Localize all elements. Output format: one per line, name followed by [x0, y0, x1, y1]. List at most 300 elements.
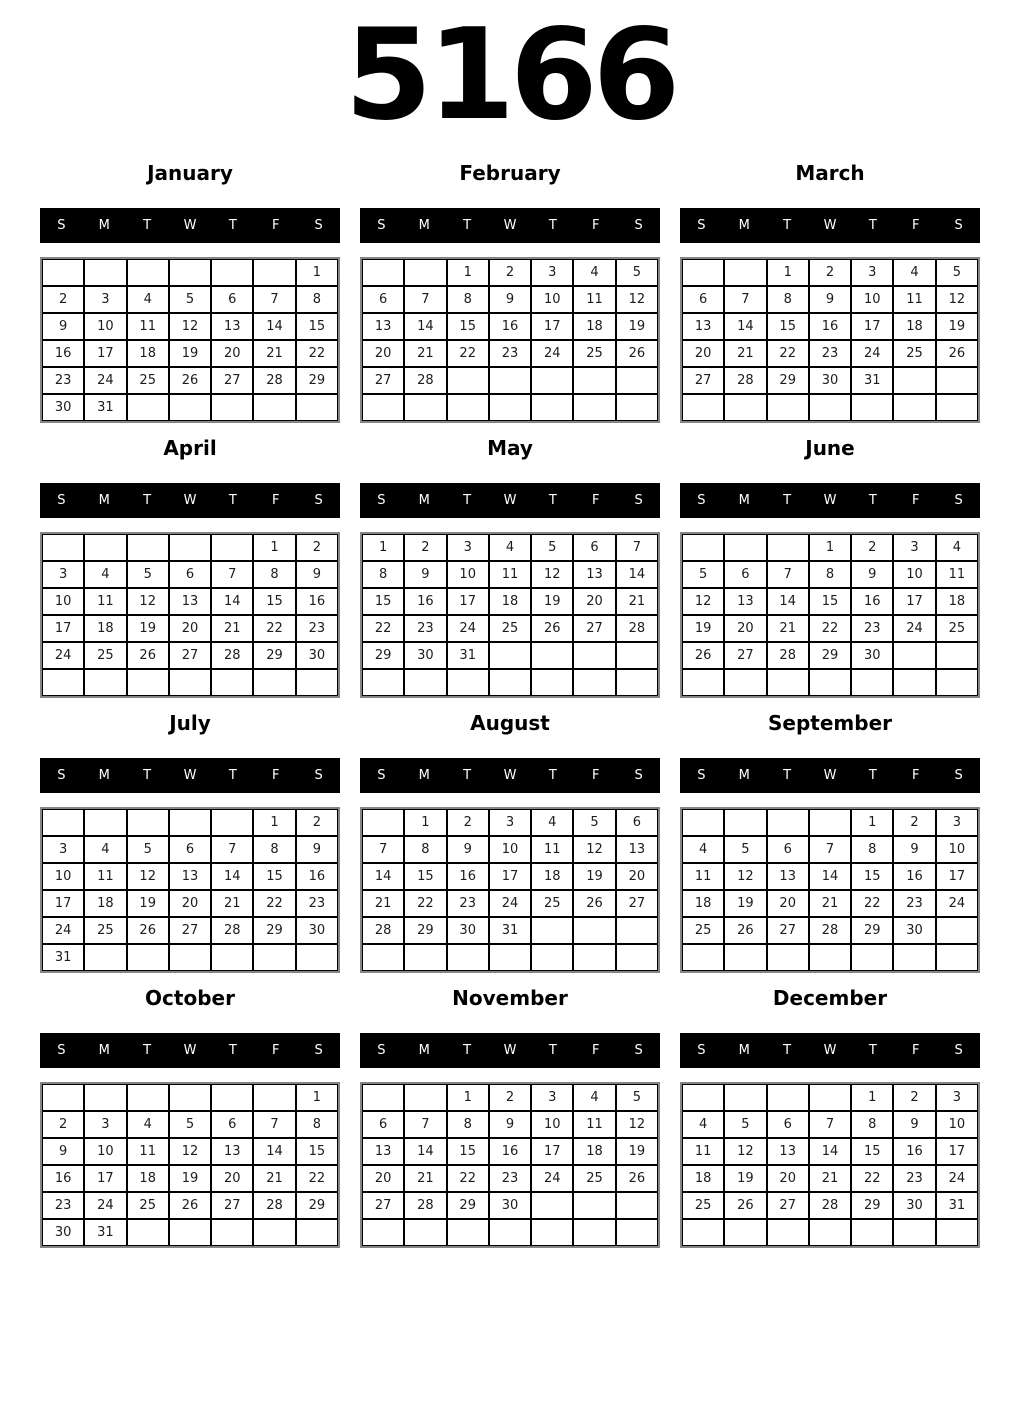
- day-cell: 25: [489, 615, 531, 642]
- weekday-header-bar: [360, 208, 660, 243]
- empty-day-cell: [253, 394, 295, 421]
- day-cell: 18: [84, 890, 126, 917]
- day-cell: 23: [489, 340, 531, 367]
- day-cell: 13: [767, 863, 809, 890]
- day-cell: 14: [253, 1138, 295, 1165]
- day-cell: 21: [767, 615, 809, 642]
- day-cell: 17: [893, 588, 935, 615]
- weekday-label: T: [228, 1043, 237, 1058]
- week-row: [42, 367, 338, 394]
- week-row: [362, 394, 658, 421]
- day-cell: 13: [211, 313, 253, 340]
- day-cell: 12: [616, 286, 658, 313]
- empty-day-cell: [724, 809, 766, 836]
- empty-day-cell: [573, 642, 615, 669]
- empty-day-cell: [447, 669, 489, 696]
- empty-day-cell: [253, 669, 295, 696]
- day-cell: 6: [169, 836, 211, 863]
- day-cell: 23: [447, 890, 489, 917]
- empty-day-cell: [573, 669, 615, 696]
- day-cell: 19: [724, 1165, 766, 1192]
- day-cell: 19: [616, 1138, 658, 1165]
- day-cell: 14: [253, 313, 295, 340]
- day-cell: 2: [42, 1111, 84, 1138]
- empty-day-cell: [489, 642, 531, 669]
- day-cell: 10: [893, 561, 935, 588]
- day-cell: 22: [809, 615, 851, 642]
- week-row: [42, 340, 338, 367]
- empty-day-cell: [489, 669, 531, 696]
- day-cell: 14: [767, 588, 809, 615]
- empty-day-cell: [404, 944, 446, 971]
- day-cell: 31: [42, 944, 84, 971]
- day-cell: 9: [893, 836, 935, 863]
- day-cell: 5: [682, 561, 724, 588]
- day-cell: 25: [127, 367, 169, 394]
- day-cell: 23: [489, 1165, 531, 1192]
- empty-day-cell: [616, 1192, 658, 1219]
- weekday-label: T: [143, 768, 152, 783]
- empty-day-cell: [211, 394, 253, 421]
- day-cell: 4: [682, 1111, 724, 1138]
- day-cell: 26: [169, 367, 211, 394]
- empty-day-cell: [616, 367, 658, 394]
- day-cell: 15: [253, 863, 295, 890]
- day-cell: 17: [42, 890, 84, 917]
- weekday-label: W: [503, 1043, 517, 1058]
- day-cell: 6: [362, 1111, 404, 1138]
- day-cell: 30: [893, 1192, 935, 1219]
- weekday-label: T: [143, 493, 152, 508]
- day-cell: 18: [682, 1165, 724, 1192]
- weekday-label: T: [548, 493, 557, 508]
- weekday-label: T: [228, 493, 237, 508]
- weekday-label: T: [783, 493, 792, 508]
- weekday-label: W: [183, 1043, 197, 1058]
- weekday-label: F: [271, 218, 280, 233]
- empty-day-cell: [936, 642, 978, 669]
- month-title: April: [163, 436, 217, 460]
- day-cell: 21: [404, 1165, 446, 1192]
- weekday-label: F: [271, 493, 280, 508]
- weekday-label: T: [868, 768, 877, 783]
- day-cell: 21: [253, 1165, 295, 1192]
- day-cell: 8: [767, 286, 809, 313]
- day-cell: 4: [573, 1084, 615, 1111]
- day-cell: 25: [84, 642, 126, 669]
- day-cell: 9: [489, 286, 531, 313]
- week-row: [682, 534, 978, 561]
- day-cell: 16: [42, 1165, 84, 1192]
- week-row: [42, 394, 338, 421]
- day-cell: 10: [42, 863, 84, 890]
- day-cell: 21: [211, 615, 253, 642]
- day-cell: 21: [616, 588, 658, 615]
- week-row: [362, 1138, 658, 1165]
- week-row: [362, 588, 658, 615]
- day-cell: 14: [404, 1138, 446, 1165]
- day-cell: 25: [893, 340, 935, 367]
- weekday-label: S: [954, 1043, 963, 1058]
- day-cell: 18: [489, 588, 531, 615]
- month-day-grid: [680, 807, 980, 973]
- day-cell: 3: [84, 1111, 126, 1138]
- month-day-grid: [360, 1082, 660, 1248]
- day-cell: 15: [447, 313, 489, 340]
- weekday-header-bar: [360, 483, 660, 518]
- empty-day-cell: [809, 394, 851, 421]
- empty-day-cell: [573, 1192, 615, 1219]
- week-row: [682, 615, 978, 642]
- week-row: [682, 1111, 978, 1138]
- month-title: December: [772, 986, 888, 1010]
- day-cell: 7: [616, 534, 658, 561]
- day-cell: 3: [936, 1084, 978, 1111]
- day-cell: 23: [893, 1165, 935, 1192]
- day-cell: 8: [362, 561, 404, 588]
- empty-day-cell: [682, 809, 724, 836]
- empty-day-cell: [169, 394, 211, 421]
- weekday-label: M: [418, 768, 430, 783]
- day-cell: 22: [362, 615, 404, 642]
- day-cell: 12: [724, 1138, 766, 1165]
- weekday-label: F: [591, 1043, 600, 1058]
- day-cell: 6: [682, 286, 724, 313]
- day-cell: 30: [296, 917, 338, 944]
- day-cell: 2: [447, 809, 489, 836]
- weekday-label: T: [228, 218, 237, 233]
- day-cell: 14: [724, 313, 766, 340]
- month-day-grid: [360, 807, 660, 973]
- day-cell: 14: [809, 1138, 851, 1165]
- weekday-label: F: [911, 1043, 920, 1058]
- weekday-label: S: [954, 493, 963, 508]
- day-cell: 21: [253, 340, 295, 367]
- day-cell: 13: [616, 836, 658, 863]
- day-cell: 24: [42, 642, 84, 669]
- month-march: [680, 162, 980, 423]
- day-cell: 9: [893, 1111, 935, 1138]
- day-cell: 5: [573, 809, 615, 836]
- day-cell: 7: [211, 836, 253, 863]
- weekday-label: T: [548, 1043, 557, 1058]
- empty-day-cell: [724, 669, 766, 696]
- day-cell: 18: [127, 340, 169, 367]
- day-cell: 25: [127, 1192, 169, 1219]
- day-cell: 29: [296, 367, 338, 394]
- empty-day-cell: [253, 944, 295, 971]
- day-cell: 16: [42, 340, 84, 367]
- day-cell: 26: [573, 890, 615, 917]
- month-may: [360, 437, 660, 698]
- empty-day-cell: [42, 809, 84, 836]
- day-cell: 29: [447, 1192, 489, 1219]
- day-cell: 30: [447, 917, 489, 944]
- weekday-label: S: [954, 768, 963, 783]
- day-cell: 19: [573, 863, 615, 890]
- day-cell: 19: [169, 340, 211, 367]
- week-row: [682, 259, 978, 286]
- day-cell: 8: [296, 1111, 338, 1138]
- day-cell: 19: [169, 1165, 211, 1192]
- weekday-label: S: [57, 768, 66, 783]
- day-cell: 10: [84, 1138, 126, 1165]
- day-cell: 4: [531, 809, 573, 836]
- day-cell: 27: [767, 917, 809, 944]
- day-cell: 2: [893, 1084, 935, 1111]
- empty-day-cell: [169, 809, 211, 836]
- day-cell: 12: [127, 588, 169, 615]
- empty-day-cell: [127, 1084, 169, 1111]
- weekday-label: F: [911, 768, 920, 783]
- weekday-label: T: [783, 768, 792, 783]
- month-day-grid: [680, 532, 980, 698]
- day-cell: 27: [682, 367, 724, 394]
- day-cell: 17: [531, 313, 573, 340]
- day-cell: 13: [573, 561, 615, 588]
- empty-day-cell: [616, 917, 658, 944]
- day-cell: 22: [253, 890, 295, 917]
- weekday-label: W: [503, 218, 517, 233]
- empty-day-cell: [211, 809, 253, 836]
- day-cell: 11: [936, 561, 978, 588]
- day-cell: 24: [84, 367, 126, 394]
- empty-day-cell: [767, 534, 809, 561]
- weekday-label: S: [314, 1043, 323, 1058]
- empty-day-cell: [767, 809, 809, 836]
- day-cell: 30: [296, 642, 338, 669]
- empty-day-cell: [531, 917, 573, 944]
- weekday-label: T: [463, 768, 472, 783]
- day-cell: 13: [169, 588, 211, 615]
- day-cell: 9: [809, 286, 851, 313]
- day-cell: 8: [447, 1111, 489, 1138]
- month-july: [40, 712, 340, 973]
- empty-day-cell: [809, 669, 851, 696]
- day-cell: 24: [447, 615, 489, 642]
- empty-day-cell: [724, 944, 766, 971]
- week-row: [362, 1084, 658, 1111]
- day-cell: 28: [253, 367, 295, 394]
- day-cell: 4: [893, 259, 935, 286]
- week-row: [682, 917, 978, 944]
- day-cell: 31: [447, 642, 489, 669]
- empty-day-cell: [362, 809, 404, 836]
- week-row: [682, 863, 978, 890]
- day-cell: 1: [447, 259, 489, 286]
- day-cell: 30: [404, 642, 446, 669]
- day-cell: 16: [447, 863, 489, 890]
- empty-day-cell: [362, 1084, 404, 1111]
- day-cell: 4: [682, 836, 724, 863]
- day-cell: 30: [42, 394, 84, 421]
- week-row: [42, 286, 338, 313]
- empty-day-cell: [936, 669, 978, 696]
- weekday-header-bar: [360, 1033, 660, 1068]
- day-cell: 2: [489, 259, 531, 286]
- empty-day-cell: [489, 944, 531, 971]
- week-row: [42, 561, 338, 588]
- empty-day-cell: [851, 944, 893, 971]
- weekday-label: T: [463, 1043, 472, 1058]
- empty-day-cell: [84, 944, 126, 971]
- day-cell: 17: [84, 1165, 126, 1192]
- day-cell: 22: [253, 615, 295, 642]
- day-cell: 1: [767, 259, 809, 286]
- empty-day-cell: [211, 534, 253, 561]
- empty-day-cell: [84, 809, 126, 836]
- week-row: [42, 1165, 338, 1192]
- month-day-grid: [40, 1082, 340, 1248]
- day-cell: 16: [489, 1138, 531, 1165]
- empty-day-cell: [127, 809, 169, 836]
- day-cell: 16: [893, 863, 935, 890]
- empty-day-cell: [893, 944, 935, 971]
- weekday-header-bar: [40, 208, 340, 243]
- week-row: [362, 836, 658, 863]
- day-cell: 17: [531, 1138, 573, 1165]
- day-cell: 14: [404, 313, 446, 340]
- week-row: [362, 809, 658, 836]
- week-row: [682, 588, 978, 615]
- day-cell: 28: [767, 642, 809, 669]
- weekday-label: F: [271, 1043, 280, 1058]
- day-cell: 23: [809, 340, 851, 367]
- month-february: [360, 162, 660, 423]
- empty-day-cell: [296, 1219, 338, 1246]
- empty-day-cell: [84, 1084, 126, 1111]
- empty-day-cell: [531, 367, 573, 394]
- empty-day-cell: [724, 1219, 766, 1246]
- month-november: [360, 987, 660, 1248]
- day-cell: 6: [616, 809, 658, 836]
- weekday-label: S: [377, 218, 386, 233]
- day-cell: 15: [851, 863, 893, 890]
- day-cell: 26: [127, 642, 169, 669]
- day-cell: 28: [253, 1192, 295, 1219]
- day-cell: 15: [253, 588, 295, 615]
- day-cell: 10: [531, 1111, 573, 1138]
- weekday-label: M: [418, 1043, 430, 1058]
- months-grid: [0, 162, 1020, 1262]
- day-cell: 18: [127, 1165, 169, 1192]
- weekday-header-bar: [680, 208, 980, 243]
- empty-day-cell: [42, 1084, 84, 1111]
- weekday-label: F: [271, 768, 280, 783]
- day-cell: 22: [447, 340, 489, 367]
- day-cell: 24: [851, 340, 893, 367]
- day-cell: 23: [296, 615, 338, 642]
- day-cell: 26: [616, 340, 658, 367]
- day-cell: 2: [296, 809, 338, 836]
- day-cell: 22: [296, 340, 338, 367]
- day-cell: 17: [42, 615, 84, 642]
- day-cell: 10: [936, 836, 978, 863]
- day-cell: 16: [893, 1138, 935, 1165]
- empty-day-cell: [682, 1219, 724, 1246]
- day-cell: 30: [851, 642, 893, 669]
- day-cell: 3: [42, 561, 84, 588]
- day-cell: 31: [851, 367, 893, 394]
- day-cell: 25: [573, 1165, 615, 1192]
- day-cell: 12: [573, 836, 615, 863]
- week-row: [362, 1111, 658, 1138]
- day-cell: 5: [169, 286, 211, 313]
- day-cell: 11: [531, 836, 573, 863]
- day-cell: 17: [851, 313, 893, 340]
- day-cell: 16: [809, 313, 851, 340]
- day-cell: 20: [573, 588, 615, 615]
- day-cell: 19: [616, 313, 658, 340]
- day-cell: 5: [616, 1084, 658, 1111]
- weekday-label: M: [738, 768, 750, 783]
- empty-day-cell: [767, 669, 809, 696]
- empty-day-cell: [489, 394, 531, 421]
- month-december: [680, 987, 980, 1248]
- day-cell: 18: [84, 615, 126, 642]
- day-cell: 27: [169, 917, 211, 944]
- day-cell: 24: [531, 1165, 573, 1192]
- week-row: [682, 669, 978, 696]
- weekday-label: M: [98, 493, 110, 508]
- empty-day-cell: [893, 642, 935, 669]
- day-cell: 18: [936, 588, 978, 615]
- day-cell: 1: [809, 534, 851, 561]
- day-cell: 3: [489, 809, 531, 836]
- month-title: March: [795, 161, 865, 185]
- day-cell: 8: [296, 286, 338, 313]
- day-cell: 5: [169, 1111, 211, 1138]
- day-cell: 6: [211, 1111, 253, 1138]
- day-cell: 17: [447, 588, 489, 615]
- weekday-label: W: [183, 493, 197, 508]
- day-cell: 20: [169, 615, 211, 642]
- month-day-grid: [360, 257, 660, 423]
- month-day-grid: [40, 257, 340, 423]
- day-cell: 24: [893, 615, 935, 642]
- day-cell: 3: [84, 286, 126, 313]
- day-cell: 10: [42, 588, 84, 615]
- day-cell: 11: [573, 1111, 615, 1138]
- day-cell: 16: [851, 588, 893, 615]
- weekday-label: S: [377, 493, 386, 508]
- week-row: [682, 836, 978, 863]
- weekday-label: T: [868, 218, 877, 233]
- empty-day-cell: [682, 534, 724, 561]
- day-cell: 25: [531, 890, 573, 917]
- empty-day-cell: [253, 259, 295, 286]
- day-cell: 20: [724, 615, 766, 642]
- day-cell: 23: [42, 1192, 84, 1219]
- day-cell: 20: [169, 890, 211, 917]
- day-cell: 26: [127, 917, 169, 944]
- month-title: October: [145, 986, 235, 1010]
- empty-day-cell: [127, 944, 169, 971]
- day-cell: 28: [211, 917, 253, 944]
- day-cell: 28: [616, 615, 658, 642]
- weekday-label: T: [463, 218, 472, 233]
- empty-day-cell: [211, 259, 253, 286]
- empty-day-cell: [893, 1219, 935, 1246]
- day-cell: 5: [724, 1111, 766, 1138]
- weekday-label: W: [823, 218, 837, 233]
- day-cell: 20: [362, 1165, 404, 1192]
- day-cell: 4: [573, 259, 615, 286]
- day-cell: 13: [211, 1138, 253, 1165]
- day-cell: 6: [169, 561, 211, 588]
- day-cell: 19: [724, 890, 766, 917]
- day-cell: 8: [809, 561, 851, 588]
